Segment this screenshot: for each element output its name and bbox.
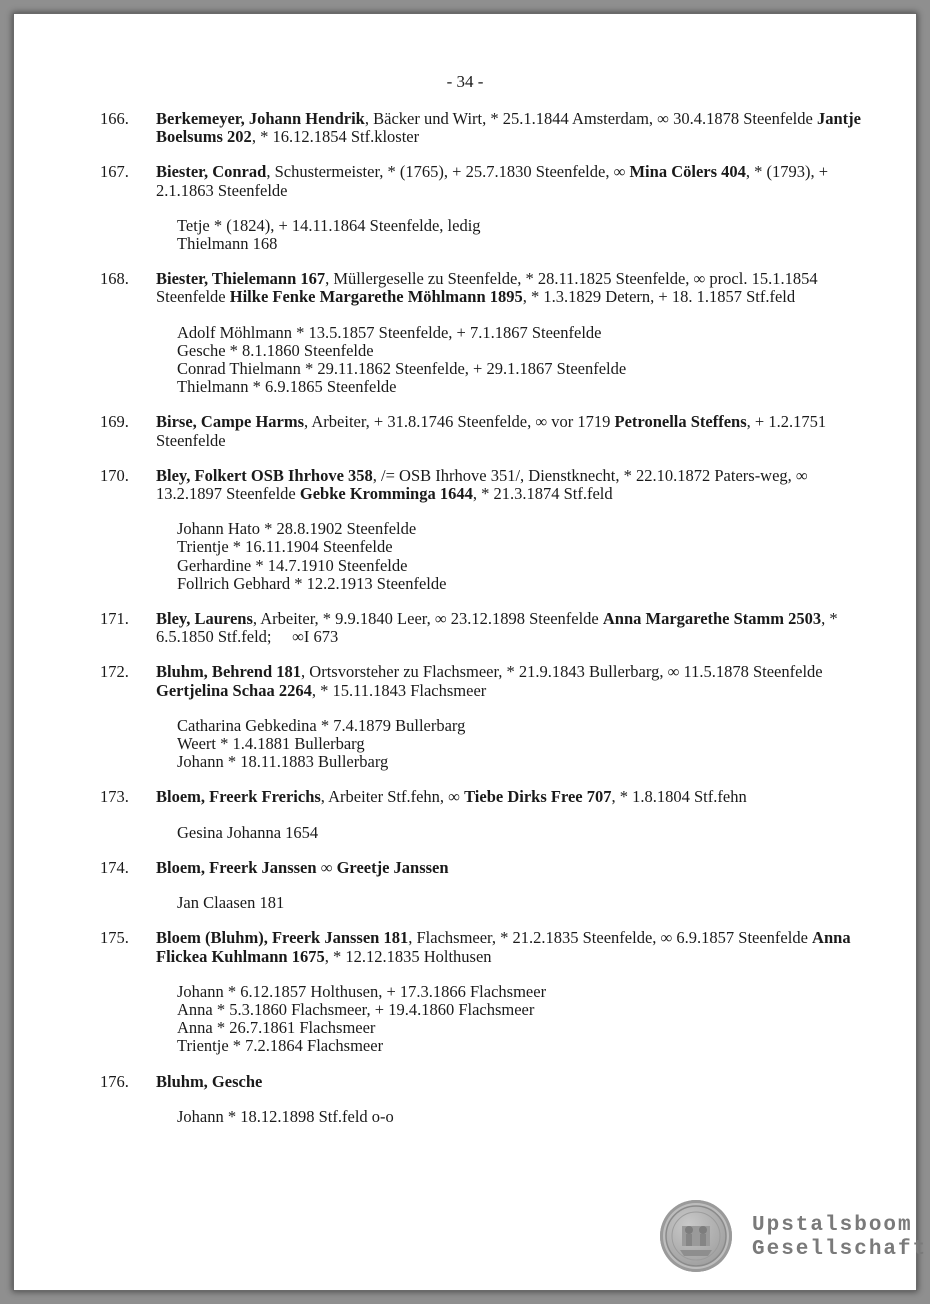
entry-text: Bloem, Freerk Frerichs, Arbeiter Stf.fehn, ∞ Tiebe Dirks Free 707, * 1.8.1804 Stf.fehn bbox=[156, 787, 747, 807]
child-item: Catharina Gebkedina * 7.4.1879 Bullerbarg bbox=[177, 715, 466, 735]
entry bbox=[100, 929, 870, 1055]
seal-icon bbox=[660, 1200, 732, 1272]
entry-number: 167. bbox=[100, 162, 129, 182]
entry bbox=[100, 859, 870, 912]
children-list bbox=[177, 520, 870, 593]
entry-text: Bloem (Bluhm), Freerk Janssen 181, Flachsmeer, * 21.2.1835 Steenfelde, ∞ 6.9.1857 Steenfelde Anna Flickea Kuhlmann 1675, * 12.12.1835 Holthusen bbox=[156, 928, 851, 966]
logo-line-2: Gesellschaft bbox=[752, 1238, 928, 1261]
entry-text: Bley, Folkert OSB Ihrhove 358, /= OSB Ihrhove 351/, Dienstknecht, * 22.10.1872 Paters-weg, ∞ 13.2.1897 Steenfelde Gebke Kromminga 1644, * 21.3.1874 Stf.feld bbox=[156, 465, 808, 504]
entry-text: Birse, Campe Harms, Arbeiter, + 31.8.1746 Steenfelde, ∞ vor 1719 Petronella Steffens, + 1.2.1751 Steenfelde bbox=[156, 412, 827, 450]
entry bbox=[100, 110, 870, 146]
child-item: Thielmann * 6.9.1865 Steenfelde bbox=[177, 377, 397, 397]
children-list bbox=[177, 983, 870, 1056]
child-item: Trientje * 7.2.1864 Flachsmeer bbox=[177, 1036, 384, 1056]
entry-text: Berkemeyer, Johann Hendrik, Bäcker und Wirt, * 25.1.1844 Amsterdam, ∞ 30.4.1878 Steenfelde Jantje Boelsums 202, * 16.12.1854 Stf.kloster bbox=[156, 109, 861, 147]
child-item: Gerhardine * 14.7.1910 Steenfelde bbox=[177, 555, 408, 575]
page-number: - 34 - bbox=[446, 72, 484, 91]
child-item: Follrich Gebhard * 12.2.1913 Steenfelde bbox=[177, 573, 447, 593]
entry bbox=[100, 1073, 870, 1126]
entry-list bbox=[100, 110, 870, 1143]
children-list bbox=[177, 217, 870, 253]
entry-number: 170. bbox=[100, 465, 129, 485]
child-item: Anna * 26.7.1861 Flachsmeer bbox=[177, 1018, 376, 1038]
child-item: Weert * 1.4.1881 Bullerbarg bbox=[177, 734, 365, 754]
entry-number: 169. bbox=[100, 412, 129, 432]
entry-number: 173. bbox=[100, 787, 129, 807]
logo-wordmark bbox=[752, 1214, 927, 1262]
entry bbox=[100, 663, 870, 771]
child-item: Tetje * (1824), + 14.11.1864 Steenfelde, ledig bbox=[177, 215, 481, 235]
child-item: Jan Claasen 181 bbox=[177, 893, 285, 913]
entry-text: Bley, Laurens, Arbeiter, * 9.9.1840 Leer, ∞ 23.12.1898 Steenfelde Anna Margarethe Stamm 2503, * 6.5.1850 Stf.feld; ∞I 673 bbox=[156, 609, 838, 647]
children-list bbox=[177, 717, 870, 772]
child-item: Gesche * 8.1.1860 Steenfelde bbox=[177, 340, 374, 360]
children-list bbox=[177, 824, 870, 842]
entry bbox=[100, 610, 870, 646]
child-item: Thielmann 168 bbox=[177, 234, 278, 254]
logo-line-1: Upstalsboom bbox=[752, 1214, 913, 1237]
child-item: Gesina Johanna 1654 bbox=[177, 822, 319, 842]
entry-number: 172. bbox=[100, 662, 129, 682]
entry-text: Biester, Conrad, Schustermeister, * (1765), + 25.7.1830 Steenfelde, ∞ Mina Cölers 404, * (1793), + 2.1.1863 Steenfelde bbox=[156, 162, 829, 200]
child-item: Adolf Möhlmann * 13.5.1857 Steenfelde, + 7.1.1867 Steenfelde bbox=[177, 322, 602, 342]
entry bbox=[100, 467, 870, 593]
child-item: Conrad Thielmann * 29.11.1862 Steenfelde, + 29.1.1867 Steenfelde bbox=[177, 359, 627, 379]
child-item: Johann Hato * 28.8.1902 Steenfelde bbox=[177, 519, 417, 539]
children-list bbox=[177, 894, 870, 912]
entry bbox=[100, 163, 870, 253]
entry-text: Bluhm, Gesche bbox=[156, 1071, 263, 1091]
child-item: Anna * 5.3.1860 Flachsmeer, + 19.4.1860 Flachsmeer bbox=[177, 999, 535, 1019]
entry-number: 166. bbox=[100, 109, 129, 128]
entry-number: 171. bbox=[100, 609, 129, 629]
entry-number: 176. bbox=[100, 1071, 129, 1091]
children-list bbox=[177, 324, 870, 397]
entry bbox=[100, 788, 870, 841]
entry bbox=[100, 270, 870, 396]
entry-text: Bloem, Freerk Janssen ∞ Greetje Janssen bbox=[156, 857, 449, 877]
entry bbox=[100, 413, 870, 449]
entry-text: Biester, Thielemann 167, Müllergeselle zu Steenfelde, * 28.11.1825 Steenfelde, ∞ procl. 15.1.1854 Steenfelde Hilke Fenke Margarethe Möhlmann 1895, * 1.3.1829 Detern, + 18. 1.1857 Stf.feld bbox=[156, 269, 818, 307]
entry-number: 175. bbox=[100, 928, 129, 948]
entry-number: 168. bbox=[100, 269, 129, 289]
child-item: Johann * 18.12.1898 Stf.feld o-o bbox=[177, 1106, 394, 1126]
children-list bbox=[177, 1108, 870, 1126]
child-item: Johann * 6.12.1857 Holthusen, + 17.3.1866 Flachsmeer bbox=[177, 981, 547, 1001]
entry-number: 174. bbox=[100, 857, 129, 877]
entry-text: Bluhm, Behrend 181, Ortsvorsteher zu Flachsmeer, * 21.9.1843 Bullerbarg, ∞ 11.5.1878 Steenfelde Gertjelina Schaa 2264, * 15.11.1843 Flachsmeer bbox=[156, 662, 823, 700]
society-logo bbox=[660, 1200, 928, 1272]
child-item: Trientje * 16.11.1904 Steenfelde bbox=[177, 537, 393, 557]
child-item: Johann * 18.11.1883 Bullerbarg bbox=[177, 752, 389, 772]
